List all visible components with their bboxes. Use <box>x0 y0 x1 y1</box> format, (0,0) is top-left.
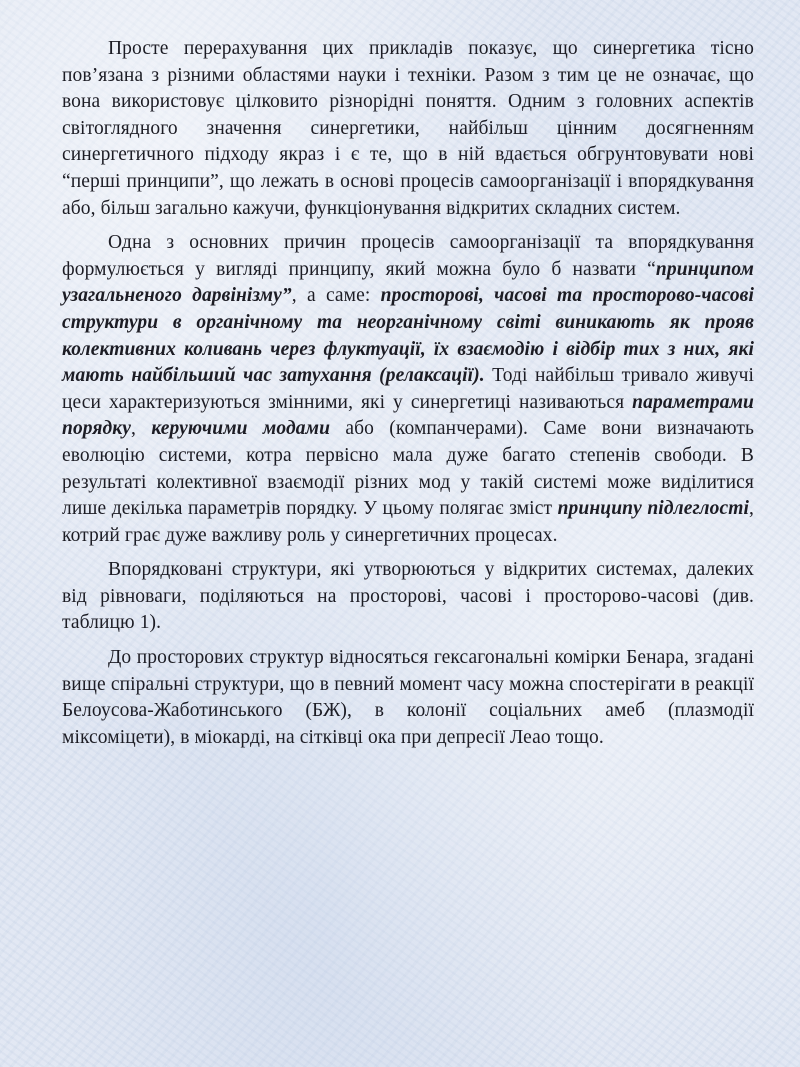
paragraph-2 <box>62 230 754 549</box>
paragraph-2-paren-close: ). <box>516 418 529 440</box>
paragraph-2-paren-open: ( <box>389 418 396 440</box>
term-companchers: компанчерами <box>395 418 517 440</box>
paragraph-2-close: ). <box>473 365 485 387</box>
paragraph-2-intro: Одна з основних причин процесів самоорганізації та впорядкування формулюється у вигляді принципу, який можна було б назвати “ <box>62 232 754 280</box>
paragraph-4: До просторових структур відносяться гексагональні комірки Бенара, згадані вище спіральні структури, що в певний момент часу можна спостерігати в реакції Белоусова-Жаботинського (БЖ), в колонії соціальних амеб (плазмодії міксоміцети), в міокарді, на сітківці ока при депресії Леао тощо. <box>62 647 754 748</box>
paragraph-2-rest2: , котрий грає дуже важливу роль у синергетичних процесах. <box>62 498 754 546</box>
term-order-parameters: параметрами порядку <box>62 391 754 440</box>
paragraph-2-tail: Тоді найбільш тривало живучі цеси характеризуються змінними, які у синергетиці називаються <box>62 365 754 413</box>
paragraph-1: Просте перерахування цих прикладів показує, що синергетика тісно пов’язана з різними областями науки і техніки. Разом з тим це не означає, що вона використовує цілковито різнорідні поняття. Одним з головних аспектів світоглядного значення синергетики, найбільш цінним досягненням синергетичного підходу якраз і є те, що в ній вдається обгрунтовувати нові “перші принципи”, що лежать в основі процесів самоорганізації і впорядкування або, більш загально кажучи, функціонування відкритих складних систем. <box>62 38 754 219</box>
document-page <box>62 36 754 759</box>
term-subordination-principle: принципу підлеглості <box>557 498 749 520</box>
paragraph-2-rest: Саме вони визначають еволюцію системи, котра первісно мала дуже багато степенів свободи. В результаті колективної взаємодії різних мод у такій системі може виділитися лише декілька параметрів порядку. У цьому полягає зміст <box>62 418 755 520</box>
paragraph-2-abo: або <box>330 418 390 440</box>
emphasized-principle: просторові, часові та просторово-часові структури в органічному та неорганічному світі виникають як прояв колективних коливань через флуктуації, їх взаємодію і відбір тих з них, які мають найбільший час затухання ( <box>62 285 755 387</box>
paragraph-2-comma: , <box>131 418 152 440</box>
term-relaxation: релаксації <box>385 365 474 387</box>
paragraph-2-mid: , а саме: <box>291 285 381 307</box>
term-control-modes: керуючими модами <box>151 418 331 440</box>
paragraph-3: Впорядковані структури, які утворюються у відкритих системах, далеких від рівноваги, поділяються на просторові, часові і просторово-часові (див. таблицю 1). <box>62 559 754 634</box>
term-generalized-darwinism: принципом узагальненого дарвінізму” <box>62 258 754 307</box>
